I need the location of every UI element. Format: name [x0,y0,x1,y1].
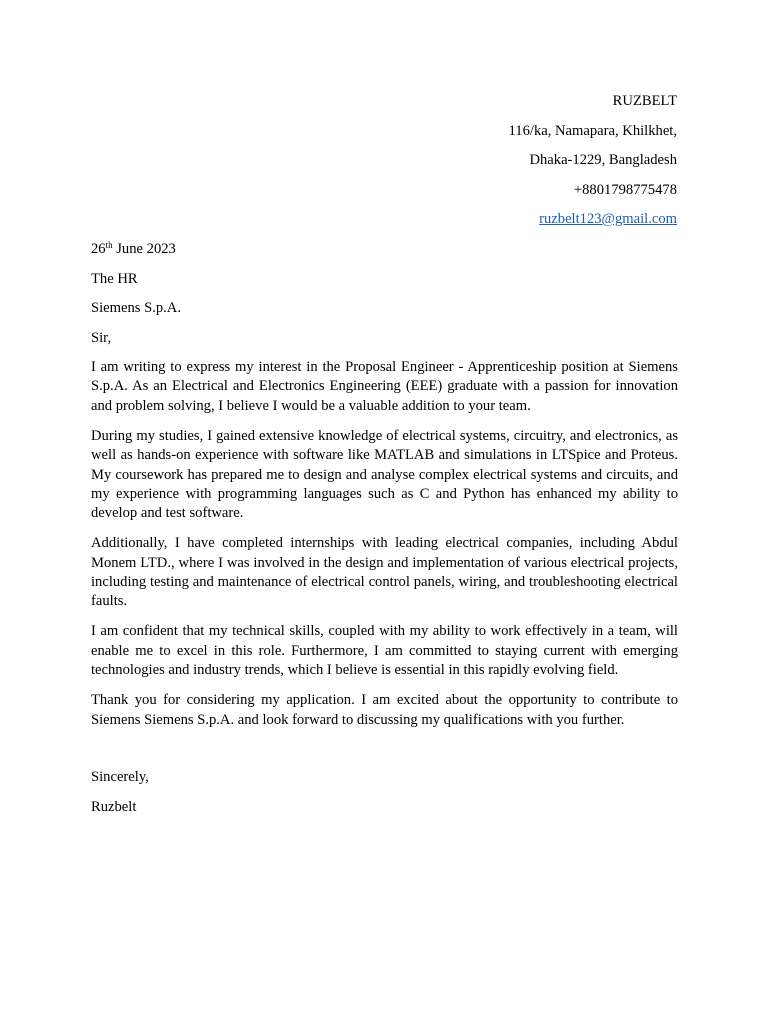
date-day: 26 [91,241,106,257]
signature: Ruzbelt [91,798,137,815]
paragraph-intro: I am writing to express my interest in the Proposal Engineer - Apprenticeship position at Siemens S.p.A. As an Electrical and Electronics Engineering (EEE) graduate with a passion for innovation and problem solving, I believe I would be a valuable addition to your team. [91,359,678,414]
letter-body [91,240,678,827]
paragraph-skills: I am confident that my technical skills, coupled with my ability to work effectively in a team, will enable me to excel in this role. Furthermore, I am committed to staying current with emerging technologies and industry trends, which I believe is essential in this rapidly evolving field. [91,623,678,679]
sender-address-line2: Dhaka-1229, Bangladesh [529,152,677,168]
sender-address-line1: 116/ka, Namapara, Khilkhet, [508,122,677,139]
sender-block [509,92,677,240]
salutation: Sir, [91,329,112,346]
sender-phone: +8801798775478 [573,181,677,198]
recipient-line1: The HR [91,270,138,287]
date-month-year: June 2023 [112,241,176,257]
closing: Sincerely, [91,769,149,786]
letter-date [91,240,678,259]
sender-name: RUZBELT [612,93,677,109]
sender-email-link[interactable]: ruzbelt123@gmail.com [539,211,677,227]
recipient-line2: Siemens S.p.A. [91,300,181,316]
closing-spacer [91,740,678,768]
paragraph-studies: During my studies, I gained extensive knowledge of electrical systems, circuitry, and electronics, as well as hands-on experience with software like MATLAB and simulations in LTSpice and Proteus. My coursework has prepared me to design and analyse complex electrical systems and circuits, and my experience with programming languages such as C and Python has enhanced my ability to develop and test software. [91,427,678,522]
date-suffix: th [105,240,113,250]
paragraph-internships: Additionally, I have completed internships with leading electrical companies, including Abdul Monem LTD., where I was involved in the design and implementation of various electrical projects, including testing and maintenance of electrical control panels, wiring, and troubleshooting electrical faults. [91,535,678,610]
paragraph-thanks: Thank you for considering my application. I am excited about the opportunity to contribute to Siemens Siemens S.p.A. and look forward to discussing my qualifications with you further. [91,692,678,728]
